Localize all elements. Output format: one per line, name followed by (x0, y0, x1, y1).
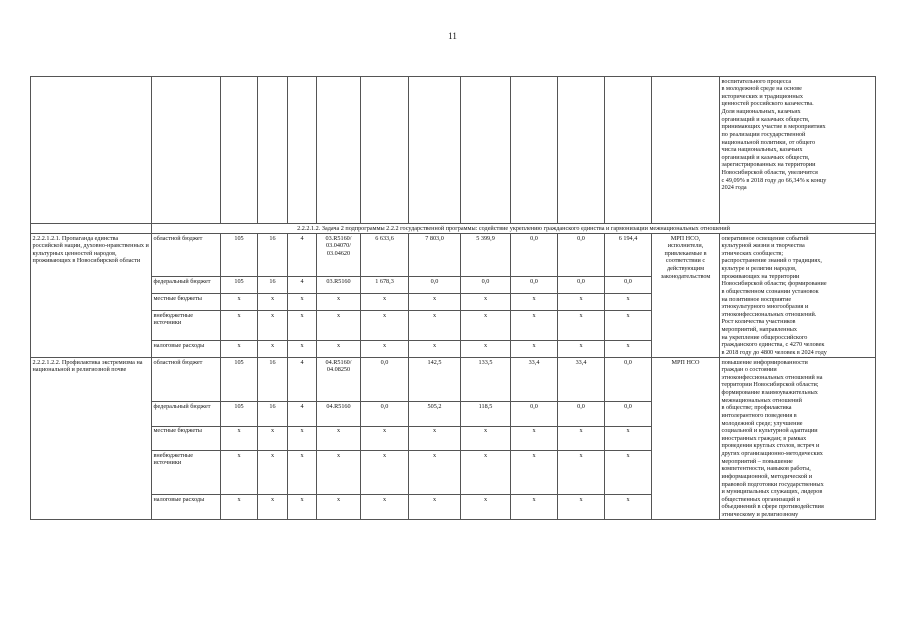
result-line: территории Новосибирской области; (721, 381, 819, 389)
value-pr: 4 (288, 277, 317, 294)
value-v6: x (605, 341, 652, 358)
value-grbs: x (221, 341, 258, 358)
value-grbs: x (221, 495, 258, 520)
value-csr: x (317, 341, 361, 358)
value-pr: x (288, 451, 317, 495)
value-v1: x (361, 341, 409, 358)
result-line: межнациональных отношений (721, 396, 802, 404)
value-v1: 6 633,6 (361, 234, 409, 277)
value-v2: 0,0 (409, 277, 461, 294)
funding-source: налоговые расходы (152, 341, 221, 358)
value-grbs: x (221, 426, 258, 451)
table-cell (221, 77, 258, 224)
value-v5: x (558, 451, 605, 495)
table-row (31, 358, 876, 402)
value-v1: 0,0 (361, 358, 409, 402)
value-v3: x (461, 294, 511, 311)
page-number: 11 (448, 31, 457, 41)
value-csr: x (317, 426, 361, 451)
value-v2: x (409, 294, 461, 311)
table-cell (461, 77, 511, 224)
value-csr: x (317, 451, 361, 495)
value-grbs: x (221, 311, 258, 341)
result-line: граждан о состоянии (721, 366, 777, 374)
result-line: этнических сообществ; (721, 249, 784, 257)
value-csr: 04.R5160/ 04.08250 (317, 358, 361, 402)
value-v3: x (461, 495, 511, 520)
result-cell (720, 234, 876, 358)
result-line: по реализации государственной (721, 130, 806, 138)
table-cell (605, 77, 652, 224)
value-rz: x (258, 426, 288, 451)
result-line: компетентности, навыков работы, (721, 465, 811, 473)
activity-name: 2.2.2.1.2.2. Профилактика экстремизма на национальной и религиозной почве (31, 358, 152, 520)
value-v2: x (409, 451, 461, 495)
result-line: правовой подготовки государственных (721, 480, 824, 488)
value-v2: 505,2 (409, 402, 461, 427)
value-v6: x (605, 495, 652, 520)
value-csr: x (317, 311, 361, 341)
value-v5: x (558, 426, 605, 451)
table-cell (511, 77, 558, 224)
result-line: Рост количества участников (721, 318, 796, 326)
value-v6: x (605, 451, 652, 495)
value-v2: x (409, 341, 461, 358)
value-grbs: 105 (221, 234, 258, 277)
result-line: оперативное освещение событий (721, 234, 809, 242)
value-v3: 5 399,9 (461, 234, 511, 277)
table-cell (361, 77, 409, 224)
value-v5: 33,4 (558, 358, 605, 402)
value-v4: x (511, 294, 558, 311)
result-line: гражданского единства, с 4270 человек (721, 341, 825, 349)
value-v2: 7 803,0 (409, 234, 461, 277)
value-v4: x (511, 311, 558, 341)
result-cell (720, 358, 876, 520)
result-line: ценностей российского казачества. (721, 100, 814, 108)
table-cell (409, 77, 461, 224)
result-line: Новосибирской области; формирование (721, 280, 827, 288)
result-line: исторических и традиционных (721, 92, 803, 100)
funding-source: федеральный бюджет (152, 402, 221, 427)
result-cell (720, 77, 876, 224)
value-v5: 0,0 (558, 234, 605, 277)
value-v4: 0,0 (511, 234, 558, 277)
table-row (31, 77, 876, 224)
result-line: и муниципальных служащих, лидеров (721, 488, 823, 496)
result-line: этническому и религиозному (721, 511, 799, 518)
result-line: зарегистрированных на территории (721, 161, 816, 169)
value-v3: x (461, 426, 511, 451)
value-v1: x (361, 426, 409, 451)
result-line: мероприятий – повышение (721, 457, 793, 465)
value-rz: 16 (258, 358, 288, 402)
value-rz: x (258, 294, 288, 311)
table-cell (558, 77, 605, 224)
result-line: национальной политики, от общего (721, 138, 816, 146)
result-line: проживающих на территории (721, 272, 800, 280)
value-v2: x (409, 495, 461, 520)
result-line: иностранных граждан; в рамках (721, 434, 807, 442)
value-v4: 0,0 (511, 277, 558, 294)
value-v3: 118,5 (461, 402, 511, 427)
value-v5: 0,0 (558, 277, 605, 294)
value-grbs: 105 (221, 402, 258, 427)
result-line: культурной жизни и творчества (721, 242, 805, 250)
executor: МРП НСО, исполнители, привлекаемые в соответствии с действующим законодательством (652, 234, 720, 358)
result-line: организаций и казачьих обществ, (721, 153, 810, 161)
result-line: этнокультурного многообразия и (721, 303, 809, 311)
value-pr: 4 (288, 358, 317, 402)
table-cell (288, 77, 317, 224)
funding-source: местные бюджеты (152, 426, 221, 451)
value-v6: 0,0 (605, 402, 652, 427)
value-rz: x (258, 311, 288, 341)
result-line: мероприятий, направленных (721, 326, 798, 333)
value-v6: 0,0 (605, 358, 652, 402)
funding-source: федеральный бюджет (152, 277, 221, 294)
funding-source: внебюджетные источники (152, 311, 221, 341)
task-header-row (31, 224, 876, 234)
value-csr: 04.R5160 (317, 402, 361, 427)
result-line: Новосибирской области, увеличится (721, 169, 818, 176)
funding-source: налоговые расходы (152, 495, 221, 520)
value-v2: x (409, 426, 461, 451)
value-v6: x (605, 426, 652, 451)
value-grbs: 105 (221, 277, 258, 294)
result-line: информационной, методической и (721, 472, 813, 480)
result-line: общественных организаций и (721, 495, 800, 503)
result-line: в общественном сознании установок (721, 287, 819, 295)
value-grbs: 105 (221, 358, 258, 402)
value-rz: 16 (258, 402, 288, 427)
value-v6: 0,0 (605, 277, 652, 294)
value-v3: x (461, 311, 511, 341)
value-v1: x (361, 311, 409, 341)
result-line: в обществе; профилактика (721, 404, 792, 412)
value-v2: 142,5 (409, 358, 461, 402)
value-grbs: x (221, 451, 258, 495)
value-rz: 16 (258, 234, 288, 277)
table-cell (31, 224, 152, 234)
value-v5: 0,0 (558, 402, 605, 427)
value-csr: 03.R5160/ 03.04070/ 03.04620 (317, 234, 361, 277)
value-v4: x (511, 451, 558, 495)
funding-source: областной бюджет (152, 234, 221, 277)
result-line: повышение информированности (721, 358, 808, 366)
value-v4: 33,4 (511, 358, 558, 402)
result-line: на позитивное восприятие (721, 295, 792, 303)
value-v1: x (361, 495, 409, 520)
funding-source: внебюджетные источники (152, 451, 221, 495)
table-cell (152, 77, 221, 224)
value-rz: x (258, 495, 288, 520)
activity-name: 2.2.2.1.2.1. Пропаганда единства российской нации, духовно-нравственных и культурных ценностей народов, проживающих в Новосибирской области (31, 234, 152, 358)
value-pr: 4 (288, 234, 317, 277)
result-line: объединений в сфере противодействия (721, 503, 824, 511)
result-line: воспитательного процесса (721, 77, 792, 85)
table-cell (31, 77, 152, 224)
value-v1: 1 678,3 (361, 277, 409, 294)
result-line: в молодежной среде на основе (721, 85, 802, 93)
value-rz: x (258, 341, 288, 358)
value-pr: x (288, 294, 317, 311)
value-v1: 0,0 (361, 402, 409, 427)
value-pr: x (288, 495, 317, 520)
value-v3: x (461, 451, 511, 495)
result-line: культуре и религии народов, (721, 265, 797, 272)
value-v1: x (361, 294, 409, 311)
result-line: организаций и казачьих обществ, (721, 115, 810, 123)
value-csr: x (317, 495, 361, 520)
value-pr: x (288, 426, 317, 451)
value-v5: x (558, 294, 605, 311)
table-cell (258, 77, 288, 224)
result-line: этноконфессиональных отношений на (721, 373, 823, 381)
result-line: числа национальных, казачьих (721, 146, 803, 154)
value-v4: x (511, 426, 558, 451)
funding-source: местные бюджеты (152, 294, 221, 311)
value-pr: x (288, 341, 317, 358)
funding-source: областной бюджет (152, 358, 221, 402)
value-v3: x (461, 341, 511, 358)
value-rz: x (258, 451, 288, 495)
result-line: проведения круглых столов, встреч и (721, 442, 820, 450)
program-table (30, 76, 876, 520)
result-line: Доля национальных, казачьих (721, 108, 801, 115)
value-pr: 4 (288, 402, 317, 427)
value-pr: x (288, 311, 317, 341)
value-v3: 133,5 (461, 358, 511, 402)
result-line: социальной и культурной адаптации (721, 427, 818, 435)
result-line: с 49,09% в 2018 году до 66,34% к концу (721, 176, 827, 184)
executor: МРП НСО (652, 358, 720, 520)
result-line: распространение знаний о традициях, (721, 257, 822, 265)
value-v6: x (605, 294, 652, 311)
table-cell (652, 77, 720, 224)
value-csr: x (317, 294, 361, 311)
result-line: других организационно-методических (721, 450, 823, 457)
result-line: на укрепление общероссийского (721, 333, 808, 341)
value-v4: x (511, 341, 558, 358)
value-v4: 0,0 (511, 402, 558, 427)
table-cell (317, 77, 361, 224)
result-line: в 2018 году до 4800 человек в 2024 году (721, 348, 827, 356)
result-line: формирование взаимоуважительных (721, 389, 818, 396)
value-v1: x (361, 451, 409, 495)
value-v6: 6 194,4 (605, 234, 652, 277)
value-v2: x (409, 311, 461, 341)
result-line: принимающих участие в мероприятиях (721, 123, 826, 131)
result-line: 2024 года (721, 184, 747, 192)
result-line: молодежной среде; улучшение (721, 419, 803, 427)
value-v6: x (605, 311, 652, 341)
value-v5: x (558, 495, 605, 520)
value-v3: 0,0 (461, 277, 511, 294)
value-v5: x (558, 341, 605, 358)
result-line: этноконфессиональных отношений. (721, 310, 817, 318)
task-header: 2.2.2.1.2. Задача 2 подпрограммы 2.2.2 государственной программы: содействие укреплению гражданского единства и гармонизации межнациональных отношений (152, 224, 876, 234)
value-csr: 03.R5160 (317, 277, 361, 294)
result-line: интолерантного поведения в (721, 411, 797, 419)
value-rz: 16 (258, 277, 288, 294)
value-v5: x (558, 311, 605, 341)
value-v4: x (511, 495, 558, 520)
table-row (31, 234, 876, 277)
value-grbs: x (221, 294, 258, 311)
